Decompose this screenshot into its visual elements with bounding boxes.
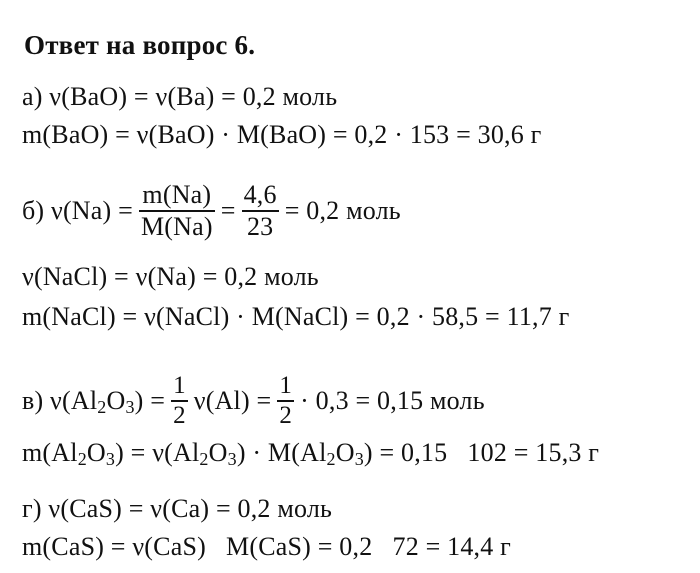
part-d-line-1: г) ν(CaS) = ν(Ca) = 0,2 моль xyxy=(22,494,333,523)
fraction-numerator: m(Na) xyxy=(142,180,212,209)
part-c-line-1 xyxy=(22,372,485,430)
formula-text: ) = 0,15 102 = 15,3 г xyxy=(363,438,600,467)
fraction-values xyxy=(242,180,279,242)
part-d-line-2: m(CaS) = ν(CaS) M(CaS) = 0,2 72 = 14,4 г xyxy=(22,532,512,561)
formula-text: ) = xyxy=(134,386,166,415)
part-c-formula xyxy=(22,386,165,416)
formula-text: O xyxy=(208,438,228,467)
subscript: 3 xyxy=(354,449,364,469)
formula-text: в) ν(Al xyxy=(22,386,98,415)
subscript: 2 xyxy=(97,397,107,417)
subscript: 2 xyxy=(326,449,336,469)
formula-text: O xyxy=(86,438,106,467)
formula-text: ) · M(Al xyxy=(236,438,327,467)
fraction-denominator: 2 xyxy=(279,402,293,429)
fraction-mass-over-molar xyxy=(139,180,215,242)
fraction-denominator: 23 xyxy=(246,212,274,241)
fraction-numerator: 1 xyxy=(173,372,186,399)
fraction-one-half xyxy=(277,372,294,430)
page-title: Ответ на вопрос 6. xyxy=(24,30,256,60)
part-b-prefix: б) ν(Na) = xyxy=(22,196,133,225)
fraction-numerator: 4,6 xyxy=(243,180,277,209)
fraction-denominator: 2 xyxy=(173,402,186,429)
fraction-numerator: 1 xyxy=(279,372,293,399)
subscript: 2 xyxy=(77,449,87,469)
subscript: 3 xyxy=(105,449,116,469)
formula-text: m(Al xyxy=(22,438,78,467)
part-b-result: = 0,2 моль xyxy=(284,196,401,225)
formula-text: O xyxy=(335,438,355,467)
part-a-line-2: m(BaO) = ν(BaO) · M(BaO) = 0,2 · 153 = 30,6 г xyxy=(22,120,542,149)
formula-text: ) = ν(Al xyxy=(115,438,200,467)
fraction-denominator: M(Na) xyxy=(140,212,213,241)
part-c-result: · 0,3 = 0,15 моль xyxy=(300,386,485,415)
fraction-one-half xyxy=(171,372,188,430)
subscript: 3 xyxy=(125,397,135,417)
part-a-line-1: а) ν(BaO) = ν(Ba) = 0,2 моль xyxy=(22,82,338,111)
equals-sign: = xyxy=(220,196,236,225)
subscript: 3 xyxy=(227,449,237,469)
part-b-line-2: ν(NaCl) = ν(Na) = 0,2 моль xyxy=(22,262,319,291)
subscript: 2 xyxy=(199,449,209,469)
part-c-line-2 xyxy=(22,438,599,468)
part-c-mid: ν(Al) = xyxy=(193,386,272,415)
part-b-line-3: m(NaCl) = ν(NaCl) · M(NaCl) = 0,2 · 58,5 = 11,7 г xyxy=(22,302,570,331)
part-b-line-1 xyxy=(22,180,401,242)
formula-text: O xyxy=(106,386,126,415)
